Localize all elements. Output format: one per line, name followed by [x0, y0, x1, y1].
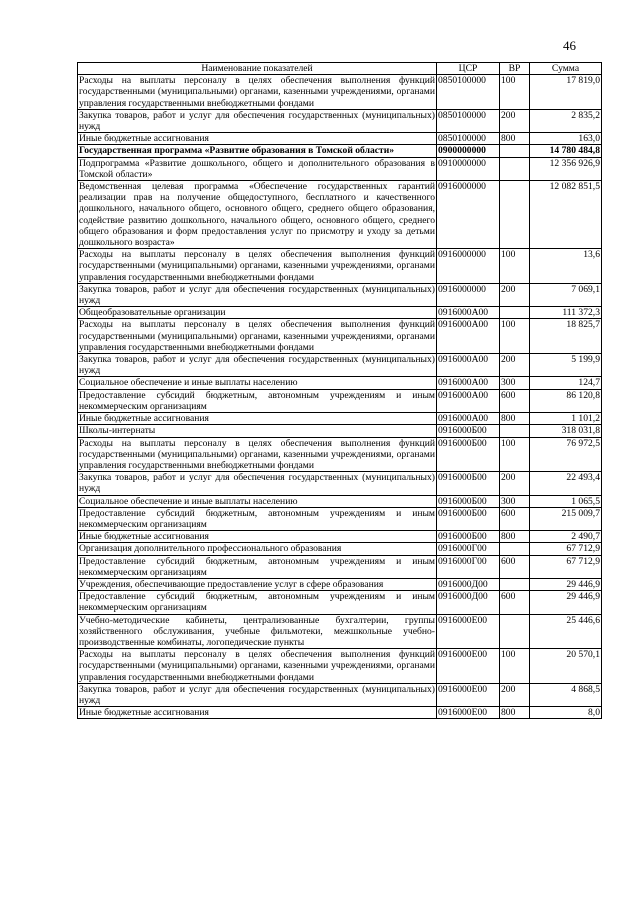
- row-name: Расходы на выплаты персоналу в целях обеспечения выполнения функций государственными (муниципальными) органами, казенными учреждениями, органами управления государственными внебюджетными фондами: [79, 319, 435, 353]
- row-name: Предоставление субсидий бюджетным, автономным учреждениям и иным некоммерческим организациям: [79, 389, 435, 412]
- row-sum: 12 356 926,9: [530, 157, 602, 180]
- header-vr: ВР: [500, 63, 530, 75]
- row-vr: 800: [500, 707, 530, 719]
- row-name: Расходы на выплаты персоналу в целях обеспечения выполнения функций государственными (муниципальными) органами, казенными учреждениями, органами управления государственными внебюджетными фондами: [79, 249, 435, 283]
- table-row: [78, 413, 602, 425]
- row-csr: 0916000А00: [437, 389, 500, 412]
- row-name: Подпрограмма «Развитие дошкольного, общего и дополнительного образования в Томской области»: [79, 157, 435, 180]
- table-row: [78, 495, 602, 507]
- row-sum: 29 446,9: [530, 591, 602, 614]
- row-vr: 800: [500, 413, 530, 425]
- row-csr: 0916000Б00: [437, 507, 500, 530]
- row-vr: 600: [500, 389, 530, 412]
- table-row: [78, 157, 602, 180]
- row-csr: 0916000000: [437, 249, 500, 284]
- table-row: [78, 181, 602, 249]
- row-vr: 600: [500, 507, 530, 530]
- row-name: Иные бюджетные ассигнования: [78, 531, 437, 543]
- row-csr: 0916000Б00: [437, 531, 500, 543]
- row-vr: [500, 157, 530, 180]
- row-sum: 13,6: [530, 249, 602, 284]
- table-row: [78, 377, 602, 389]
- table-row: [78, 307, 602, 319]
- row-vr: 100: [500, 249, 530, 284]
- row-sum: 17 819,0: [530, 75, 602, 110]
- table-row: [78, 75, 602, 110]
- row-csr: 0916000А00: [437, 307, 500, 319]
- table-row: [78, 531, 602, 543]
- row-name: Расходы на выплаты персоналу в целях обеспечения выполнения функций государственными (муниципальными) органами, казенными учреждениями, органами управления государственными внебюджетными фондами: [79, 437, 435, 471]
- row-vr: [500, 307, 530, 319]
- row-sum: 111 372,3: [530, 307, 602, 319]
- table-row: [78, 354, 602, 377]
- row-sum: 5 199,9: [530, 354, 602, 377]
- row-name: Учреждения, обеспечивающие предоставление услуг в сфере образования: [78, 578, 437, 590]
- row-sum: 12 082 851,5: [530, 181, 602, 249]
- header-csr: ЦСР: [437, 63, 500, 75]
- table-row: [78, 614, 602, 649]
- row-name: Расходы на выплаты персоналу в целях обеспечения выполнения функций государственными (муниципальными) органами, казенными учреждениями, органами управления государственными внебюджетными фондами: [79, 75, 435, 109]
- row-name: Предоставление субсидий бюджетным, автономным учреждениям и иным некоммерческим организациям: [79, 507, 435, 530]
- row-csr: 0900000000: [437, 145, 500, 157]
- table-row: [78, 437, 602, 472]
- row-csr: 0916000А00: [437, 413, 500, 425]
- table-row: [78, 683, 602, 706]
- row-csr: 0850100000: [437, 75, 500, 110]
- row-vr: 300: [500, 377, 530, 389]
- row-name: Расходы на выплаты персоналу в целях обеспечения выполнения функций государственными (муниципальными) органами, казенными учреждениями, органами управления государственными внебюджетными фондами: [79, 649, 435, 683]
- row-csr: 0916000А00: [437, 354, 500, 377]
- row-vr: [500, 543, 530, 555]
- row-sum: 20 570,1: [530, 649, 602, 684]
- table-row: [78, 145, 602, 157]
- row-sum: 1 101,2: [530, 413, 602, 425]
- row-vr: 200: [500, 283, 530, 306]
- row-sum: 163,0: [530, 133, 602, 145]
- row-csr: 0916000000: [437, 181, 500, 249]
- row-sum: 7 069,1: [530, 283, 602, 306]
- row-sum: 67 712,9: [530, 543, 602, 555]
- row-vr: 800: [500, 531, 530, 543]
- row-sum: 8,0: [530, 707, 602, 719]
- table-row: [78, 472, 602, 495]
- row-vr: [500, 425, 530, 437]
- row-name: Государственная программа «Развитие образования в Томской области»: [78, 145, 437, 157]
- row-sum: 2 490,7: [530, 531, 602, 543]
- row-csr: 0916000Г00: [437, 555, 500, 578]
- row-sum: 14 780 484,8: [530, 145, 602, 157]
- row-sum: 29 446,9: [530, 578, 602, 590]
- row-csr: 0916000Б00: [437, 425, 500, 437]
- row-vr: [500, 145, 530, 157]
- row-name: Организация дополнительного профессионального образования: [78, 543, 437, 555]
- row-csr: 0916000Е00: [437, 683, 500, 706]
- row-name: Социальное обеспечение и иные выплаты населению: [78, 377, 437, 389]
- row-name: Иные бюджетные ассигнования: [78, 707, 437, 719]
- budget-table: [77, 62, 602, 719]
- table-row: [78, 319, 602, 354]
- row-vr: 100: [500, 75, 530, 110]
- table-row: [78, 249, 602, 284]
- row-vr: 200: [500, 472, 530, 495]
- table-header-row: [78, 63, 602, 75]
- row-name: Социальное обеспечение и иные выплаты населению: [78, 495, 437, 507]
- row-name: Ведомственная целевая программа «Обеспечение государственных гарантий реализации прав на получение общедоступного, бесплатного и качественного дошкольного, начального общего, основного общего, среднего общего образования, содействие развитию дошкольного, начального общего, основного общего, среднего общего образования и форм предоставления услуг по присмотру и уходу за детьми дошкольного возраста»: [79, 181, 435, 249]
- row-sum: 1 065,5: [530, 495, 602, 507]
- row-vr: 100: [500, 319, 530, 354]
- row-vr: 100: [500, 649, 530, 684]
- row-csr: 0916000Д00: [437, 591, 500, 614]
- table-row: [78, 578, 602, 590]
- row-csr: 0916000Б00: [437, 495, 500, 507]
- page-number: 46: [563, 38, 576, 53]
- row-sum: 124,7: [530, 377, 602, 389]
- row-sum: 2 835,2: [530, 109, 602, 132]
- row-name: Закупка товаров, работ и услуг для обеспечения государственных (муниципальных) нужд: [79, 472, 435, 495]
- row-sum: 67 712,9: [530, 555, 602, 578]
- row-sum: 4 868,5: [530, 683, 602, 706]
- row-csr: 0910000000: [437, 157, 500, 180]
- row-vr: [500, 578, 530, 590]
- row-sum: 76 972,5: [530, 437, 602, 472]
- row-vr: 600: [500, 591, 530, 614]
- row-vr: 600: [500, 555, 530, 578]
- row-vr: 200: [500, 683, 530, 706]
- row-sum: 215 009,7: [530, 507, 602, 530]
- row-vr: [500, 181, 530, 249]
- row-csr: 0916000Д00: [437, 578, 500, 590]
- row-name: Закупка товаров, работ и услуг для обеспечения государственных (муниципальных) нужд: [79, 283, 435, 307]
- row-sum: 18 825,7: [530, 319, 602, 354]
- row-csr: 0916000Е00: [437, 707, 500, 719]
- table-row: [78, 543, 602, 555]
- header-name: Наименование показателей: [78, 63, 437, 75]
- table-row: [78, 283, 602, 306]
- table-row: [78, 109, 602, 132]
- row-vr: 200: [500, 109, 530, 132]
- table-row: [78, 133, 602, 145]
- row-name: Закупка товаров, работ и услуг для обеспечения государственных (муниципальных) нужд: [79, 683, 435, 706]
- row-name: Школы-интернаты: [78, 425, 437, 437]
- table-body: [78, 75, 602, 719]
- row-csr: 0850100000: [437, 109, 500, 132]
- row-vr: 200: [500, 354, 530, 377]
- row-name: Предоставление субсидий бюджетным, автономным учреждениям и иным некоммерческим организациям: [79, 591, 435, 614]
- row-sum: 86 120,8: [530, 389, 602, 412]
- table-row: [78, 555, 602, 578]
- row-csr: 0916000А00: [437, 319, 500, 354]
- row-sum: 22 493,4: [530, 472, 602, 495]
- row-sum: 25 446,6: [530, 614, 602, 649]
- row-name: Иные бюджетные ассигнования: [78, 413, 437, 425]
- row-csr: 0916000Е00: [437, 614, 500, 649]
- row-name: Иные бюджетные ассигнования: [78, 133, 437, 145]
- table-row: [78, 591, 602, 614]
- header-sum: Сумма: [530, 63, 602, 75]
- row-name: Закупка товаров, работ и услуг для обеспечения государственных (муниципальных) нужд: [79, 109, 435, 133]
- row-sum: 318 031,8: [530, 425, 602, 437]
- row-name: Предоставление субсидий бюджетным, автономным учреждениям и иным некоммерческим организациям: [79, 555, 435, 578]
- row-csr: 0916000А00: [437, 377, 500, 389]
- row-csr: 0916000000: [437, 283, 500, 306]
- table-row: [78, 707, 602, 719]
- row-name: Закупка товаров, работ и услуг для обеспечения государственных (муниципальных) нужд: [79, 354, 435, 377]
- row-csr: 0916000Г00: [437, 543, 500, 555]
- table-row: [78, 389, 602, 412]
- row-csr: 0850100000: [437, 133, 500, 145]
- row-csr: 0916000Е00: [437, 649, 500, 684]
- table-row: [78, 507, 602, 530]
- row-vr: 800: [500, 133, 530, 145]
- table-row: [78, 649, 602, 684]
- row-name: Общеобразовательные организации: [78, 307, 437, 319]
- row-csr: 0916000Б00: [437, 472, 500, 495]
- row-csr: 0916000Б00: [437, 437, 500, 472]
- row-vr: 300: [500, 495, 530, 507]
- table-row: [78, 425, 602, 437]
- row-vr: [500, 614, 530, 649]
- row-vr: 100: [500, 437, 530, 472]
- row-name: Учебно-методические кабинеты, централизованные бухгалтерии, группы хозяйственного обслуживания, учебные фильмотеки, межшкольные учебно-производственные комбинаты, логопедические пункты: [79, 614, 435, 648]
